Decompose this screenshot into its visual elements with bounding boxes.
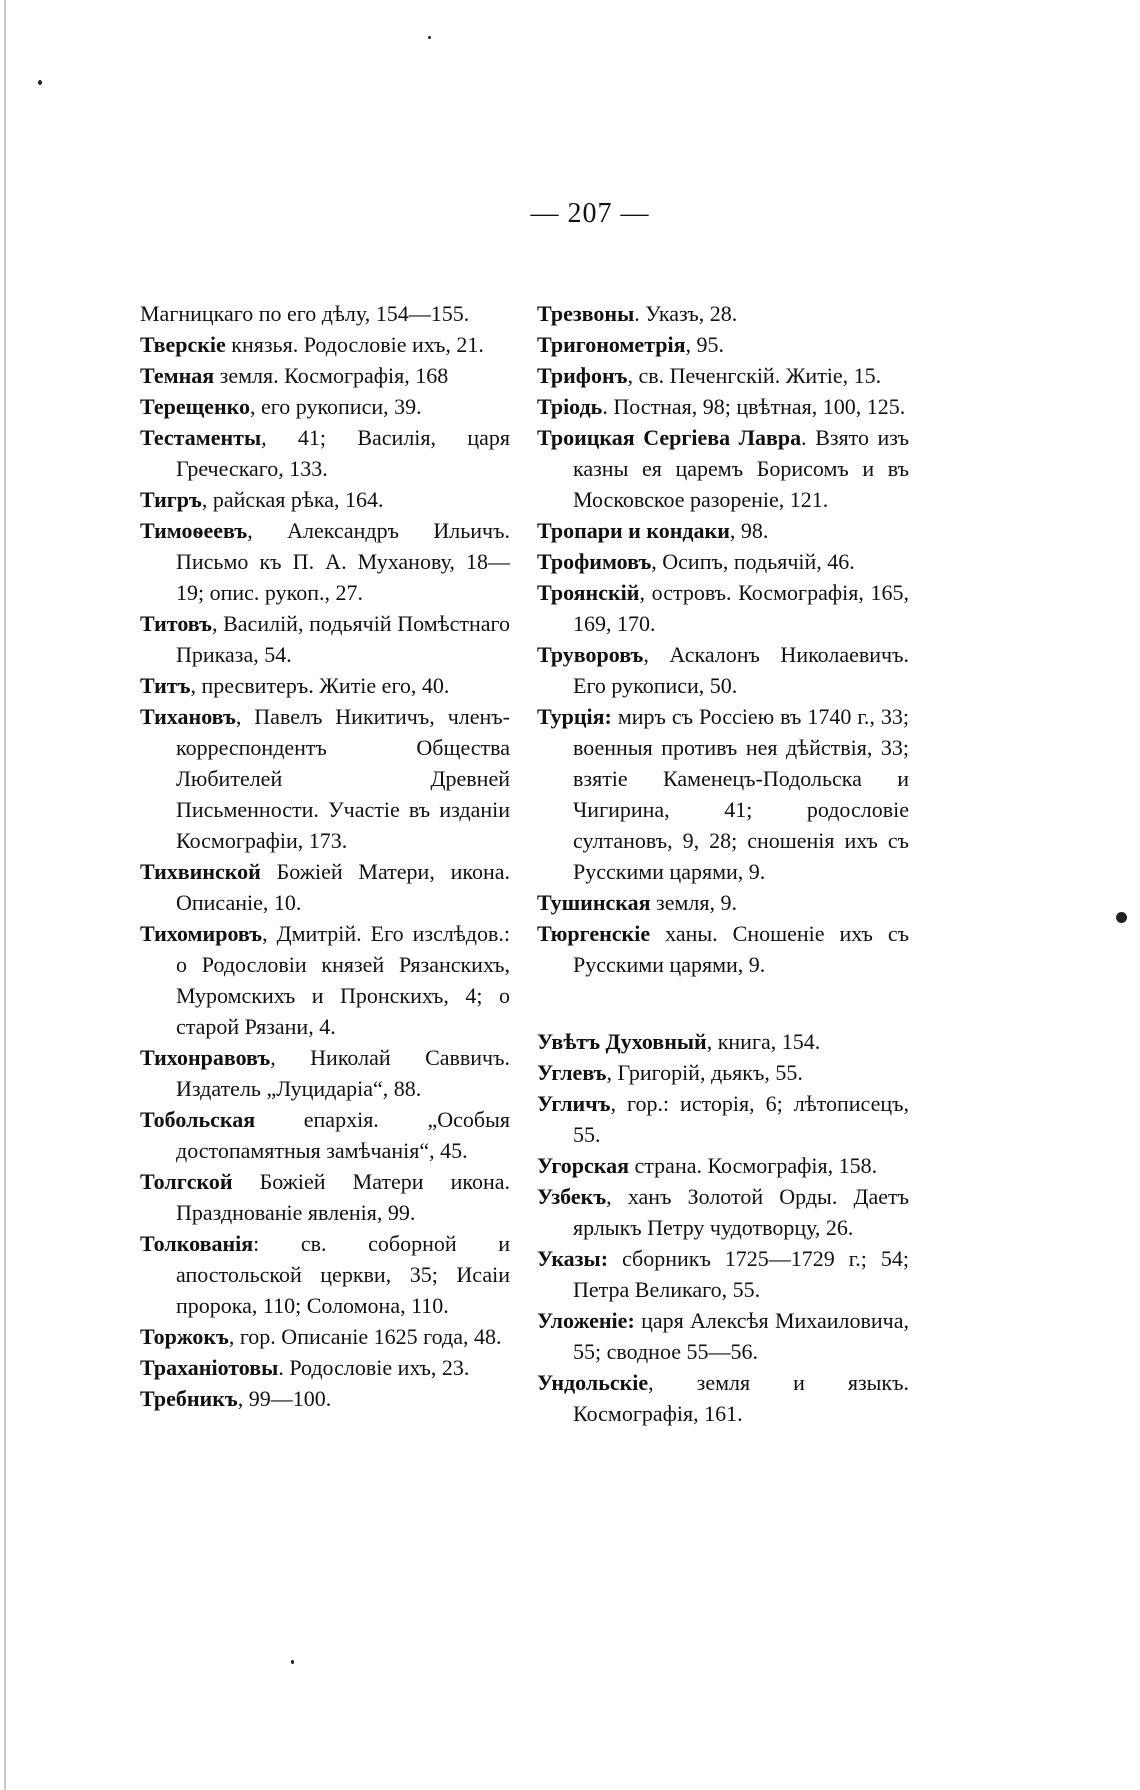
index-entry: Угличъ, гор.: исторія, 6; лѣтописецъ, 55. bbox=[537, 1091, 909, 1147]
index-entry: Трофимовъ, Осипъ, подьячій, 46. bbox=[537, 549, 855, 574]
index-entry: Уложеніе: царя Алексѣя Михаиловича, 55; сводное 55—56. bbox=[537, 1308, 909, 1364]
index-entry: Троянскій, островъ. Космографія, 165, 169, 170. bbox=[537, 580, 909, 636]
index-entry: Узбекъ, ханъ Золотой Орды. Даетъ ярлыкъ Петру чудотворцу, 26. bbox=[537, 1184, 909, 1240]
index-entry: Тимоѳеевъ, Александръ Ильичъ. Письмо къ П. А. Муханову, 18—19; опис. рукоп., 27. bbox=[140, 518, 510, 605]
right-column bbox=[537, 298, 909, 1429]
index-entry: Указы: сборникъ 1725—1729 г.; 54; Петра Великаго, 55. bbox=[537, 1246, 909, 1302]
index-entry: Тушинская земля, 9. bbox=[537, 890, 737, 915]
index-entry: Труворовъ, Аскалонъ Николаевичъ. Его рукописи, 50. bbox=[537, 642, 909, 698]
index-entry: Толкованія: св. соборной и апостольской церкви, 35; Исаіи пророка, 110; Соломона, 110. bbox=[140, 1231, 510, 1318]
index-entry: Увѣтъ Духовный, книга, 154. bbox=[537, 1029, 821, 1054]
index-entry: Тихановъ, Павелъ Никитичъ, членъ-корреспондентъ Общества Любителей Древней Письменности. Участіе въ изданіи Космографіи, 173. bbox=[140, 704, 510, 853]
left-column bbox=[140, 298, 510, 1414]
ink-speck bbox=[291, 1660, 294, 1664]
index-entry: Тихомировъ, Дмитрій. Его изслѣдов.: о Родословіи князей Рязанскихъ, Муромскихъ и Пронскихъ, 4; о старой Рязани, 4. bbox=[140, 921, 510, 1039]
index-entry: Терещенко, его рукописи, 39. bbox=[140, 394, 422, 419]
index-entry: Толгской Божіей Матери икона. Празднованіе явленія, 99. bbox=[140, 1169, 510, 1225]
index-entry: Темная земля. Космографія, 168 bbox=[140, 363, 449, 388]
index-entry: Тобольская епархія. „Особыя достопамятныя замѣчанія“, 45. bbox=[140, 1107, 510, 1163]
ink-speck bbox=[428, 36, 431, 39]
index-entry: Тихонравовъ, Николай Саввичъ. Издатель „Луцидаріа“, 88. bbox=[140, 1045, 510, 1101]
letter-section-gap bbox=[537, 980, 909, 1026]
index-entry: Титъ, пресвитеръ. Житіе его, 40. bbox=[140, 673, 450, 698]
index-entry: Тюргенскіе ханы. Сношеніе ихъ съ Русскими царями, 9. bbox=[537, 921, 909, 977]
index-entry: Тригонометрія, 95. bbox=[537, 332, 725, 357]
index-entry: Траханіотовы. Родословіе ихъ, 23. bbox=[140, 1355, 470, 1380]
index-entry: Тихвинской Божіей Матери, икона. Описаніе, 10. bbox=[140, 859, 510, 915]
index-entry: Турція: миръ съ Россіею въ 1740 г., 33; военныя противъ нея дѣйствія, 33; взятіе Каменецъ-Подольска и Чигирина, 41; родословіе султановъ, 9, 28; сношенія ихъ съ Русскими царями, 9. bbox=[537, 704, 909, 884]
index-entry: Угорская страна. Космографія, 158. bbox=[537, 1153, 878, 1178]
index-entry: Торжокъ, гор. Описаніе 1625 года, 48. bbox=[140, 1324, 502, 1349]
ink-speck bbox=[38, 80, 42, 85]
index-entry: Ундольскіе, земля и языкъ. Космографія, 161. bbox=[537, 1370, 909, 1426]
index-entry: Требникъ, 99—100. bbox=[140, 1386, 332, 1411]
index-entry: Тропари и кондаки, 98. bbox=[537, 518, 769, 543]
index-entry: Троицкая Сергіева Лавра. Взято изъ казны ея царемъ Борисомъ и въ Московское разореніе, 121. bbox=[537, 425, 909, 512]
index-entry: Трезвоны. Указъ, 28. bbox=[537, 301, 738, 326]
page-number: — 207 — bbox=[530, 198, 650, 229]
index-entry: Тестаменты, 41; Василія, царя Греческаго, 133. bbox=[140, 425, 510, 481]
index-entry: Тигръ, райская рѣка, 164. bbox=[140, 487, 384, 512]
ink-speck bbox=[1116, 912, 1127, 923]
index-entry: Магницкаго по его дѣлу, 154—155. bbox=[140, 301, 470, 326]
index-entry: Титовъ, Василій, подьячій Помѣстнаго Приказа, 54. bbox=[140, 611, 510, 667]
index-entry: Трифонъ, св. Печенгскій. Житіе, 15. bbox=[537, 363, 882, 388]
index-entry: Углевъ, Григорій, дьякъ, 55. bbox=[537, 1060, 803, 1085]
page-edge-shadow bbox=[4, 0, 6, 1790]
index-entry: Тріодь. Постная, 98; цвѣтная, 100, 125. bbox=[537, 394, 906, 419]
index-entry: Тверскіе князья. Родословіе ихъ, 21. bbox=[140, 332, 484, 357]
